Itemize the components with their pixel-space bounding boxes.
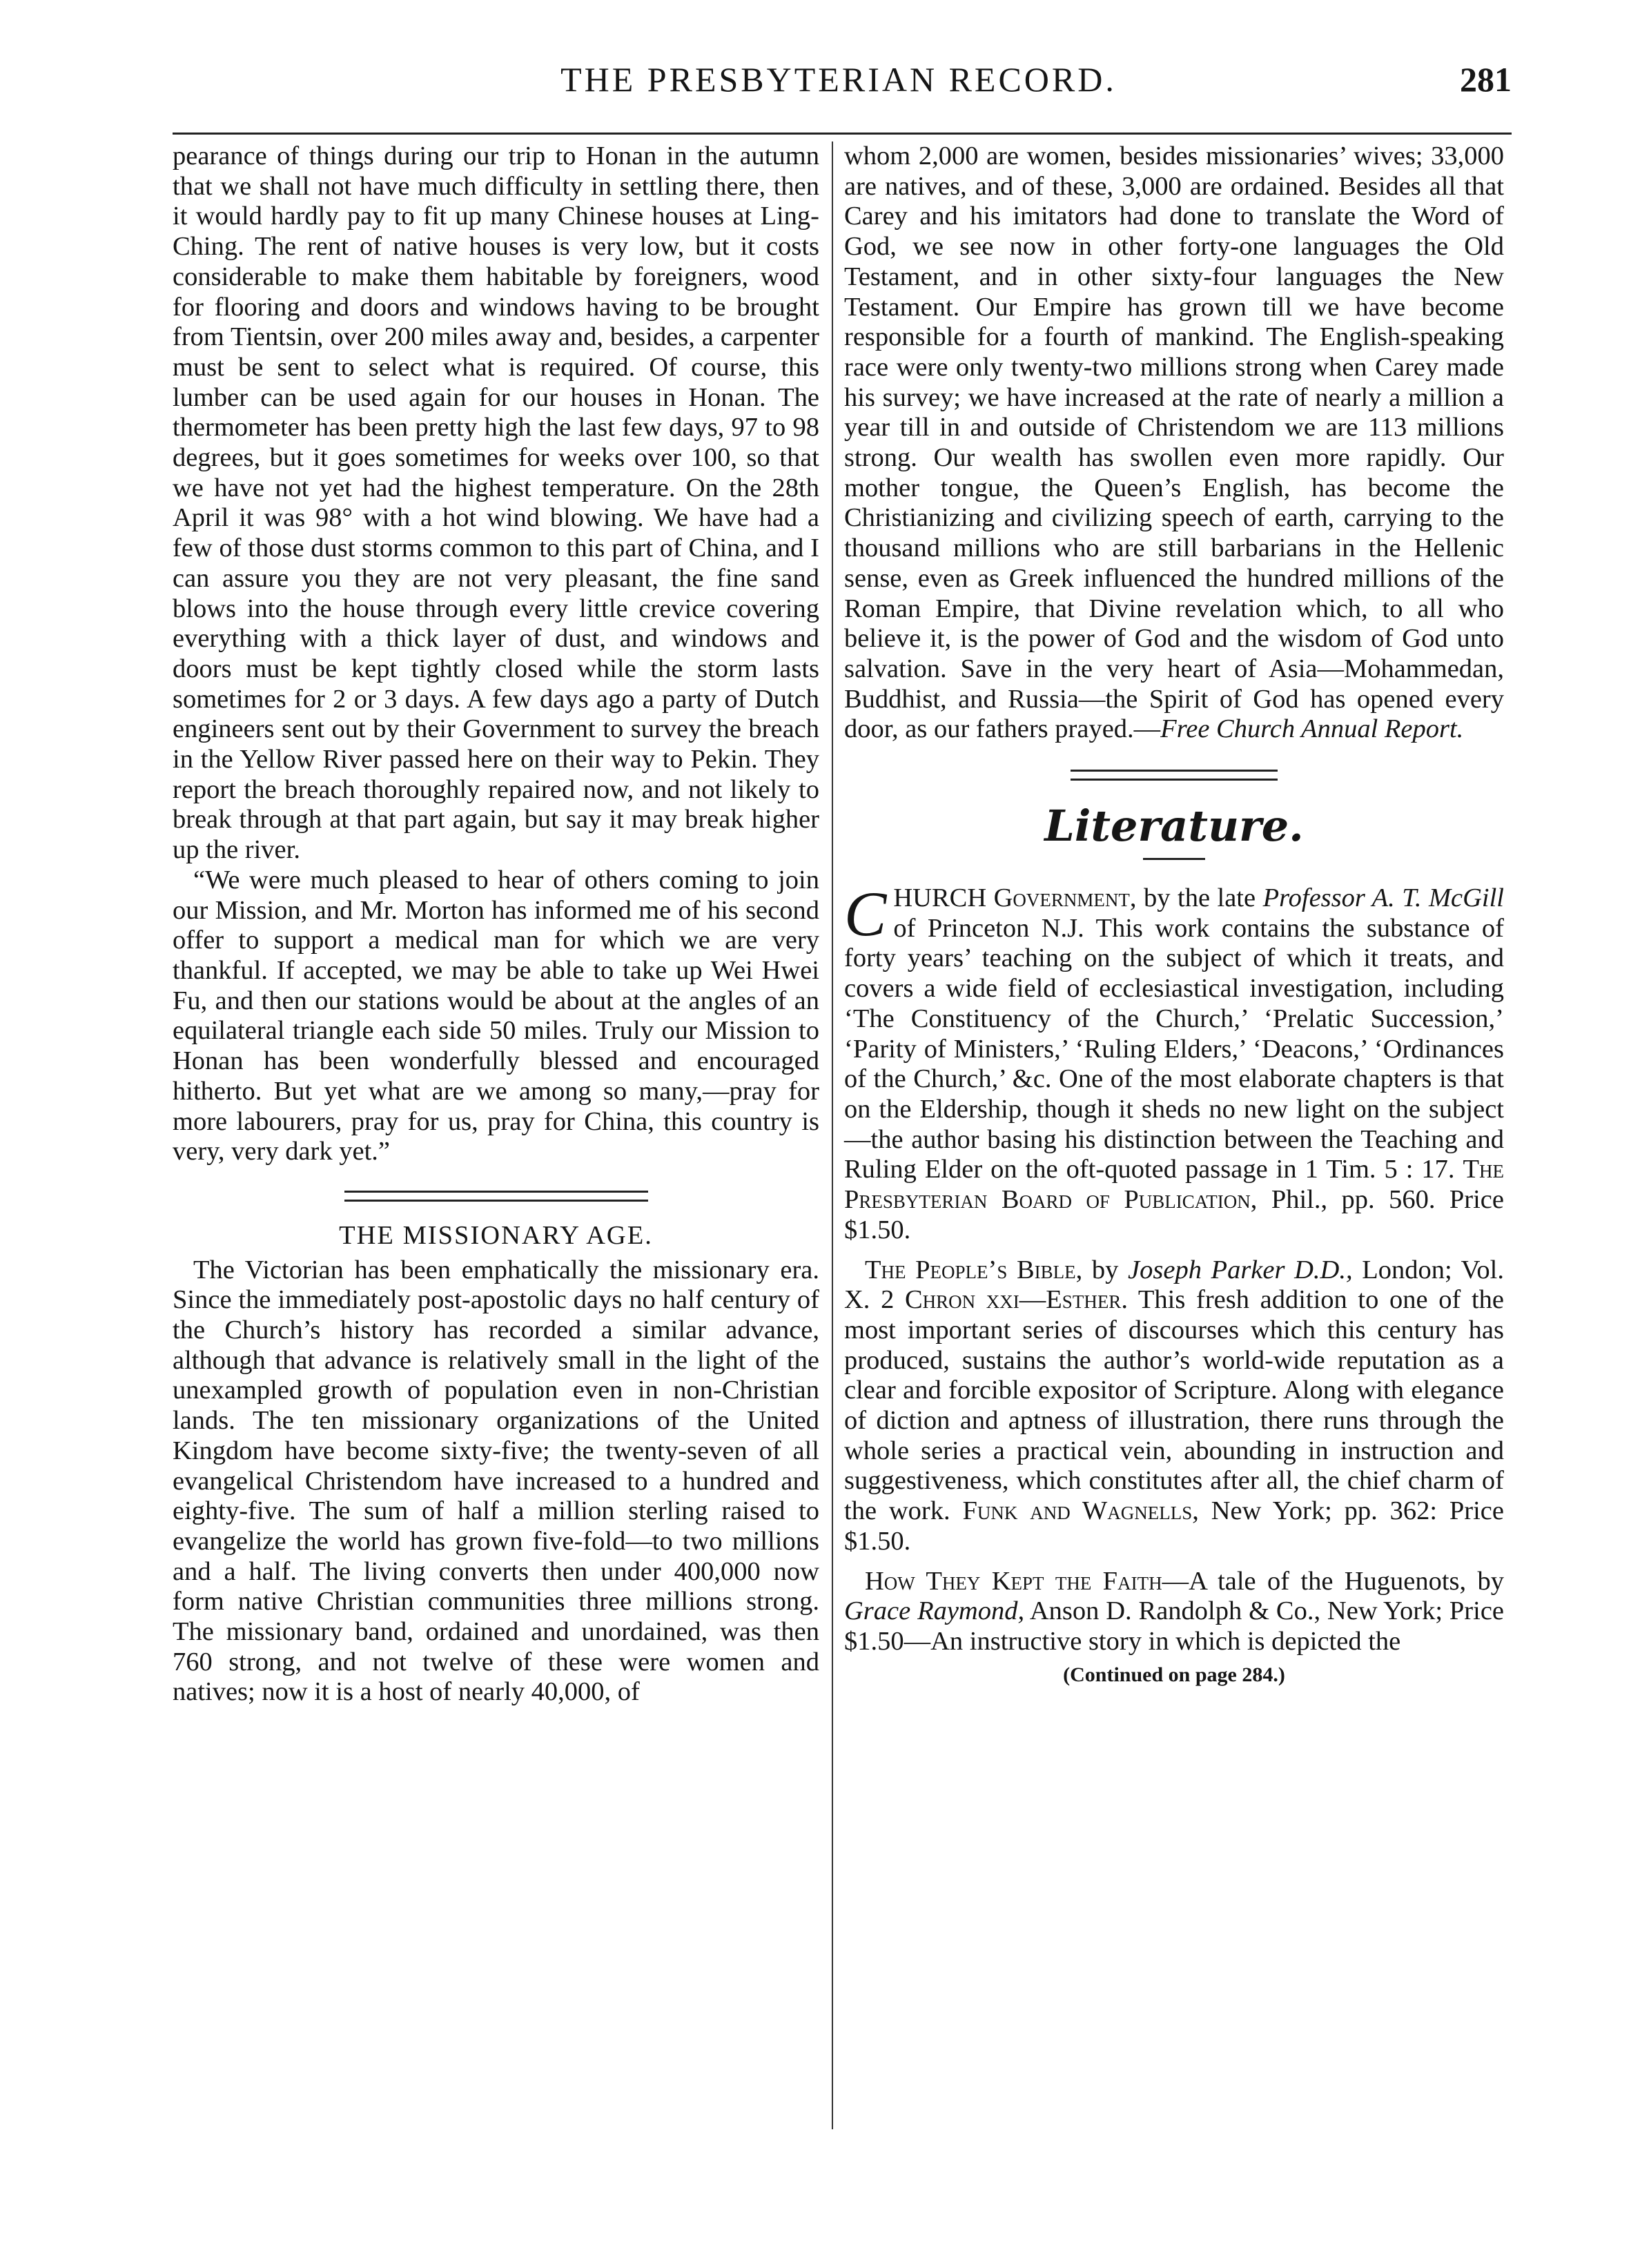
review-title: How They Kept the Faith <box>865 1566 1162 1596</box>
letter-paragraph: pearance of things during our trip to Honan in the autumn that we shall not have much difficulty in settling there, then it would hardly pay to fit up many Chinese houses at Ling-Ching. The rent of native houses is very low, but it costs considerable to make them habitable by foreigners, wood for flooring and doors and windows having to be brought from Tientsin, over 200 miles away and, besides, a carpenter must be sent to select what is required. Of course, this lumber can be used again for our houses in Honan. The thermometer has been pretty high the last few days, 97 to 98 degrees, but it goes sometimes for weeks over 100, so that we have not yet had the highest temperature. On the 28th April it was 98° with a hot wind blowing. We have had a few of those dust storms common to this part of China, and I can assure you they are not very pleasant, the fine sand blows into the house through every little crevice covering everything with a thick layer of dust, and windows and doors must be kept tightly closed while the storm lasts sometimes for 2 or 3 days. A few days ago a party of Dutch engineers sent out by their Government to survey the breach in the Yellow River passed here on their way to Pekin. They report the breach thoroughly repaired now, and not likely to break through at that part again, but say it may break higher up the river. <box>173 141 819 865</box>
article-paragraph <box>844 141 1504 745</box>
header-rule <box>173 133 1512 135</box>
review-text: by <box>1082 1255 1129 1284</box>
review-author: Grace Raymond, <box>844 1596 1025 1626</box>
continued-note: (Continued on page 284.) <box>1063 1663 1285 1686</box>
heading-rule <box>1143 858 1205 860</box>
review-author: Joseph Parker D.D., <box>1128 1255 1353 1284</box>
review-text: by the late <box>1136 883 1263 913</box>
drop-cap: C <box>844 879 887 950</box>
review-text: —A tale of the Huguenots, by <box>1162 1566 1504 1596</box>
right-column <box>844 141 1504 1690</box>
page-number: 281 <box>1460 60 1512 99</box>
book-review <box>844 879 1505 1245</box>
section-divider <box>344 1191 648 1202</box>
review-publisher: The Presbyterian Board of Publication, <box>844 1155 1504 1215</box>
article-paragraph: The Victorian has been emphatically the missionary era. Since the immediately post-apostolic days no half century of the Church’s history has recorded a similar advance, although that advance is relatively small in the light of the unexampled growth of population even in non-Christian lands. The ten missionary organizations of the United Kingdom have become sixty-five; the twenty-seven of all evangelical Christendom have increased to a hundred and eighty-five. The sum of half a million sterling raised to evangelize the world has grown five-fold—to two millions and a half. The living converts then under 400,000 now form native Christian communities three millions strong. The missionary band, ordained and unordained, was then 760 strong, and not twelve of these were women and natives; now it is a host of nearly 40,000, of <box>173 1255 819 1707</box>
section-divider <box>1071 770 1278 781</box>
source-credit: Free Church Annual Report. <box>1160 714 1464 744</box>
review-title: The People’s Bible, <box>865 1255 1083 1284</box>
literature-heading: Literature. <box>1044 801 1304 852</box>
left-column <box>173 141 819 1708</box>
book-review <box>844 1255 1504 1557</box>
review-range: 2 Chron xxi—Esther. <box>881 1285 1128 1315</box>
review-body: of Princeton N.J. This work contains the substance of forty years’ teaching on the subject of which it treats, and covers a wide field of ecclesiastical investigation, including ‘The Constituency of the Church,’ ‘Prelatic Succession,’ ‘Parity of Ministers,’ ‘Ruling Elders,’ ‘Deacons,’ ‘Ordinances of the Church,’ &c. One of the most elaborate chapters is that on the Eldership, though it sheds no new light on the subject—the author basing his distinction between the Teaching and Ruling Elder on the oft-quoted passage in 1 Tim. 5 : 17. <box>844 913 1504 1184</box>
book-review <box>844 1567 1504 1657</box>
article-text: whom 2,000 are women, besides missionaries’ wives; 33,000 are natives, and of these, 3,000 are ordained. Besides all that Carey and his imitators had done to translate the Word of God, we see now in other forty-one languages the Old Testament, and in other sixty-four languages the New Testament. Our Empire has grown till we have become responsible for a fourth of mankind. The English-speaking race were only twenty-two millions strong when Carey made his survey; we have increased at the rate of nearly a million a year till in and outside of Christendom we are 113 millions strong. Our wealth has swollen even more rapidly. Our mother tongue, the Queen’s English, has become the Christianizing and civilizing speech of earth, carrying to the thousand millions who are still barbarians in the Hellenic sense, even as Greek influenced the hundred millions of the Roman Empire, that Divine revelation which, to all who believe it, is the power of God and the wisdom of God unto salvation. Save in the very heart of Asia—Mohammedan, Buddhist, and Russia—the Spirit of God has opened every door, as our fathers prayed.— <box>844 141 1504 744</box>
review-price: New York; pp. 362: Price $1.50. <box>844 1496 1504 1556</box>
review-title: HURCH Government, <box>893 883 1137 913</box>
review-price: Phil., pp. 560. Price $1.50. <box>844 1185 1504 1244</box>
review-body: Anson D. Randolph & Co., New York; Price $1.50—An instructive story in which is depicted the <box>844 1596 1504 1656</box>
letter-paragraph: “We were much pleased to hear of others coming to join our Mission, and Mr. Morton has informed me of his second offer to support a medical man for which we are very thankful. If accepted, we may be able to take up Wei Hwei Fu, and then our stations would be about at the angles of an equilateral triangle each side 50 miles. Truly our Mission to Honan has been wonderfully blessed and encouraged hitherto. But yet what are we among so many,—pray for more labourers, pray for us, pray for China, this country is very, very dark yet.” <box>173 865 819 1166</box>
review-body: This fresh addition to one of the most important series of discourses which this century has produced, sustains the author’s world-wide reputation as a clear and forcible expositor of Scripture. Along with elegance of diction and aptness of illustration, there runs through the whole series a practical vein, abounding in instruction and suggestiveness, which constitutes after all, the chief charm of the work. <box>844 1285 1505 1526</box>
review-author: Professor A. T. McGill <box>1262 883 1505 913</box>
section-title: THE MISSIONARY AGE. <box>339 1220 653 1250</box>
review-publisher: Funk and Wagnells, <box>962 1496 1199 1526</box>
page-header <box>166 59 1512 108</box>
column-separator <box>832 141 833 2129</box>
publication-title: THE PRESBYTERIAN RECORD. <box>560 60 1117 99</box>
review-text: London; Vol. X. <box>844 1255 1504 1315</box>
